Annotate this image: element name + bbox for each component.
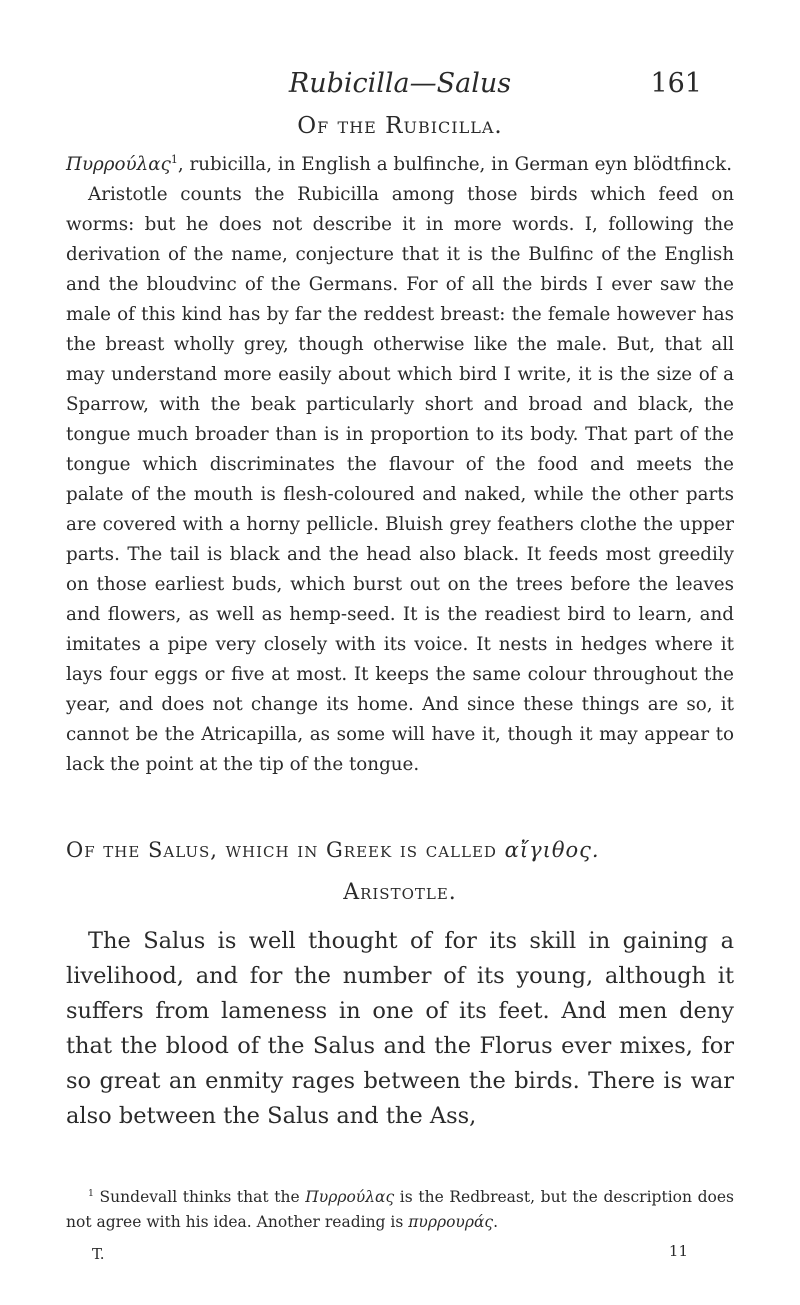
footnote [66,1185,734,1235]
salus-body-paragraph: The Salus is well thought of for its skill in gaining a livelihood, and for the number of its young, although it suffers from lameness in one of its feet. And men deny that the blood of the Salus and the Florus ever mixes, for so great an enmity rages between the birds. There is war also between the Salus and the Ass, [66,928,734,1129]
rubicilla-lead-paragraph [66,150,734,180]
rubicilla-body-paragraph: Aristotle counts the Rubicilla among those birds which feed on worms: but he does not describe it in more words. I, following the derivation of the name, conjecture that it is the Bulfinc of the English and the bloudvinc of the Germans. For of all the birds I ever saw the male of this kind has by far the reddest breast: the female however has the breast wholly grey, though otherwise like the male. But, that all may understand more easily about which bird I write, it is the size of a Sparrow, with the beak particularly short and broad and black, the tongue much broader than is in proportion to its body. That part of the tongue which discriminates the flavour of the food and meets the palate of the mouth is flesh-coloured and naked, while the other parts are covered with a horny pellicle. Bluish grey feathers clothe the upper parts. The tail is black and the head also black. It feeds most greedily on those earliest buds, which burst out on the trees before the leaves and flowers, as well as hemp-seed. It is the readiest bird to learn, and imitates a pipe very closely with its voice. It nests in hedges where it lays four eggs or five at most. It keeps the same colour throughout the year, and does not change its home. And since these things are so, it cannot be the Atricapilla, as some will have it, though it may appear to lack the point at the tip of the tongue. [66,184,734,775]
running-head [0,68,800,108]
salus-heading-greek: αἴγιθος. [504,838,600,862]
footnote-text-middle: is the Redbreast, but the description does not agree with his idea. Another reading is [66,1188,734,1231]
salus-heading-text: Of the Salus, which in Greek is called [66,838,497,862]
footnote-greek-reading: πυρρουράς [408,1213,494,1231]
lead-text: , rubicilla, in English a bulfinche, in German eyn blödtfinck. [177,154,733,175]
footnote-reference: 1 [170,152,178,166]
section-heading-salus [66,838,746,862]
salus-text [66,924,734,1134]
page-number: 161 [650,68,702,99]
signature-number: 11 [668,1242,688,1260]
footnote-paragraph [66,1185,734,1235]
greek-term: Πυρρούλας [66,154,171,175]
section-heading-rubicilla: Of the Rubicilla. [297,113,503,139]
footnote-text: Sundevall thinks that the [93,1188,306,1206]
rubicilla-text [66,150,734,780]
footnote-greek-term: Πυρρούλας [305,1188,395,1206]
running-title: Rubicilla—Salus [288,68,512,99]
section-subheading-aristotle: Aristotle. [343,880,457,905]
signature-mark: T. [92,1245,105,1263]
footnote-mark: 1 [88,1187,94,1199]
footnote-text-end: . [493,1213,499,1231]
